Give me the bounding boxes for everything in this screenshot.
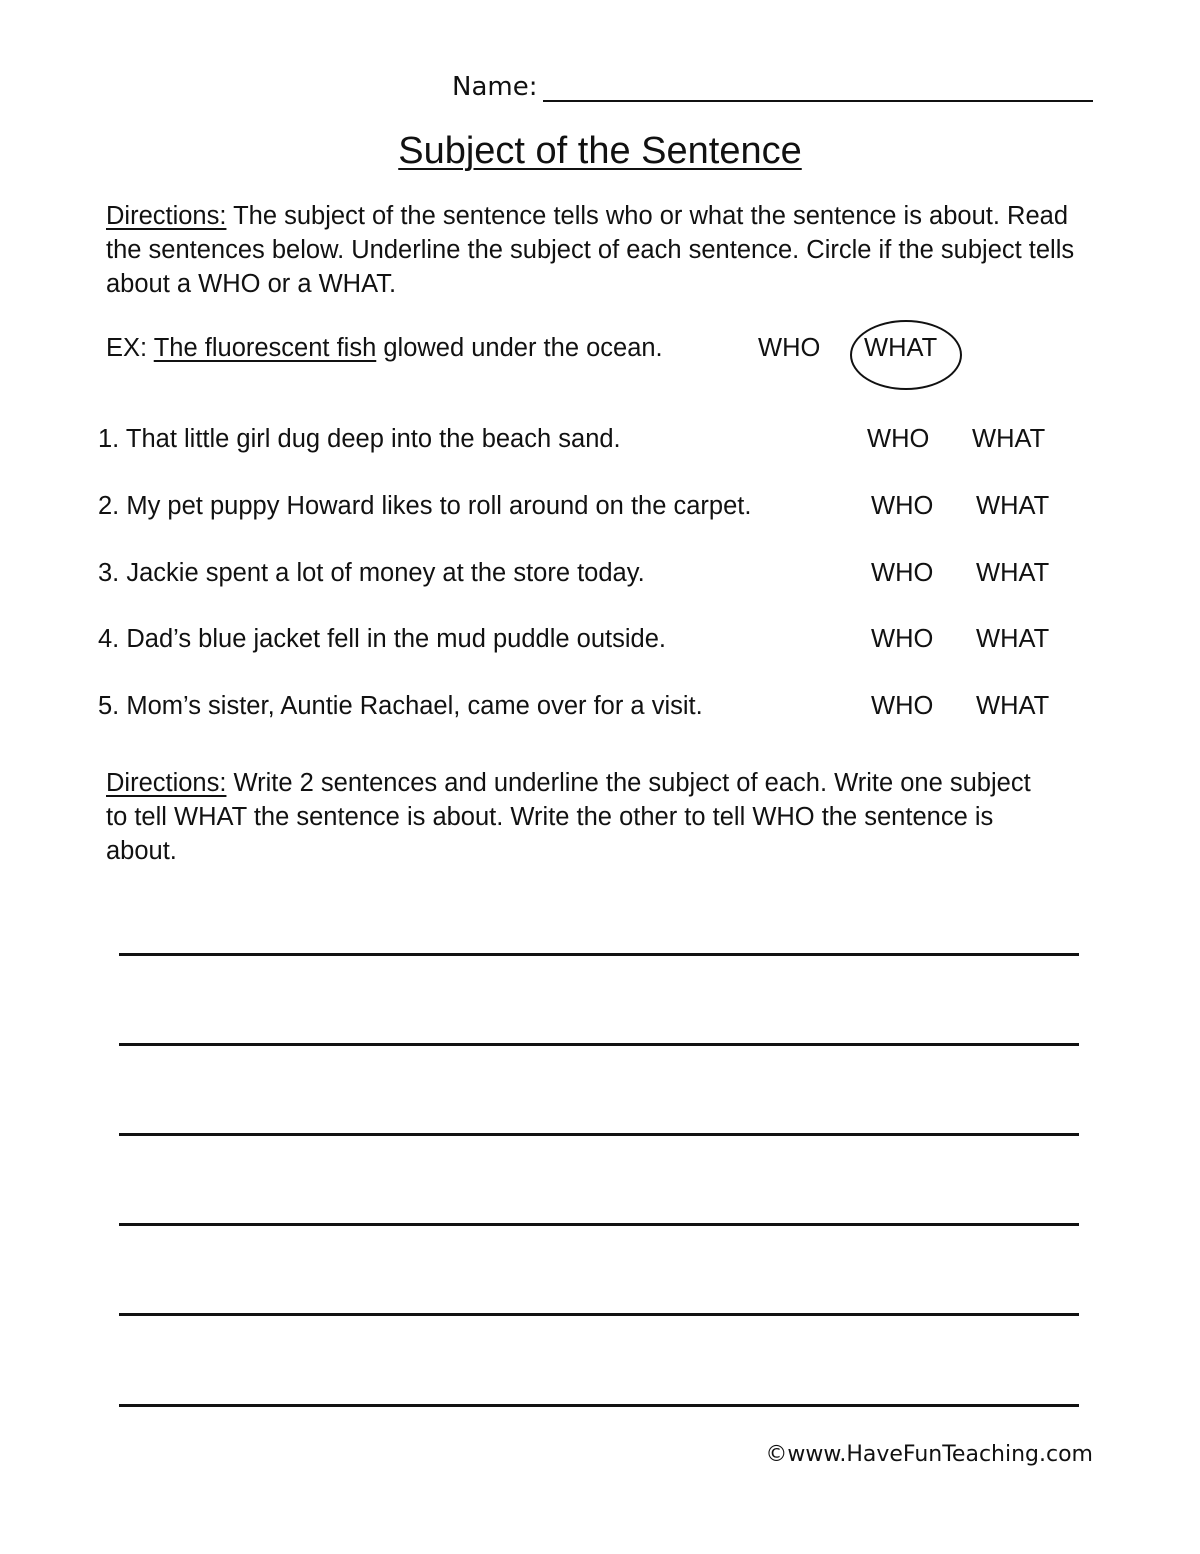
directions-1-label: Directions: bbox=[106, 202, 227, 230]
directions-2-label: Directions: bbox=[106, 769, 227, 797]
example-rest: glowed under the ocean. bbox=[376, 334, 663, 362]
page-title-text: Subject of the Sentence bbox=[398, 130, 802, 172]
name-label: Name: bbox=[452, 72, 538, 102]
item-3-sentence: 3. Jackie spent a lot of money at the store today. bbox=[98, 559, 645, 587]
item-1-sentence: 1. That little girl dug deep into the beach sand. bbox=[98, 425, 621, 453]
item-5-what-option[interactable]: WHAT bbox=[976, 692, 1050, 720]
writing-line-1[interactable] bbox=[119, 953, 1079, 956]
item-3-what-option[interactable]: WHAT bbox=[976, 559, 1050, 587]
page-title bbox=[0, 130, 1200, 173]
example-what-option: WHAT bbox=[864, 334, 938, 362]
item-3-who-option[interactable]: WHO bbox=[871, 559, 934, 587]
item-4-what-option[interactable]: WHAT bbox=[976, 625, 1050, 653]
writing-line-2[interactable] bbox=[119, 1043, 1079, 1046]
writing-line-6[interactable] bbox=[119, 1404, 1079, 1407]
example-sentence bbox=[106, 334, 663, 363]
writing-line-3[interactable] bbox=[119, 1133, 1079, 1136]
directions-2-text: Write 2 sentences and underline the subject of each. Write one subject to tell WHAT the sentence is about. Write the other to tell WHO the sentence is about. bbox=[106, 769, 1031, 865]
writing-line-5[interactable] bbox=[119, 1313, 1079, 1316]
example-prefix: EX: bbox=[106, 334, 154, 362]
item-2-sentence: 2. My pet puppy Howard likes to roll around on the carpet. bbox=[98, 492, 752, 520]
item-2-who-option[interactable]: WHO bbox=[871, 492, 934, 520]
item-4-sentence: 4. Dad’s blue jacket fell in the mud puddle outside. bbox=[98, 625, 666, 653]
example-who-option: WHO bbox=[758, 334, 821, 362]
item-2-what-option[interactable]: WHAT bbox=[976, 492, 1050, 520]
example-answer-circle bbox=[850, 320, 962, 390]
directions-1-text: The subject of the sentence tells who or what the sentence is about. Read the sentences below. Underline the subject of each sentence. Circle if the subject tells about a WHO or a WHAT. bbox=[106, 202, 1075, 298]
item-1-what-option[interactable]: WHAT bbox=[972, 425, 1046, 453]
directions-2 bbox=[106, 766, 1046, 868]
footer-copyright: ©www.HaveFunTeaching.com bbox=[765, 1442, 1093, 1467]
item-4-who-option[interactable]: WHO bbox=[871, 625, 934, 653]
name-field-line[interactable] bbox=[543, 100, 1093, 102]
writing-line-4[interactable] bbox=[119, 1223, 1079, 1226]
item-5-who-option[interactable]: WHO bbox=[871, 692, 934, 720]
example-subject: The fluorescent fish bbox=[153, 334, 377, 362]
item-1-who-option[interactable]: WHO bbox=[867, 425, 930, 453]
item-5-sentence: 5. Mom’s sister, Auntie Rachael, came over for a visit. bbox=[98, 692, 703, 720]
directions-1 bbox=[106, 199, 1096, 301]
